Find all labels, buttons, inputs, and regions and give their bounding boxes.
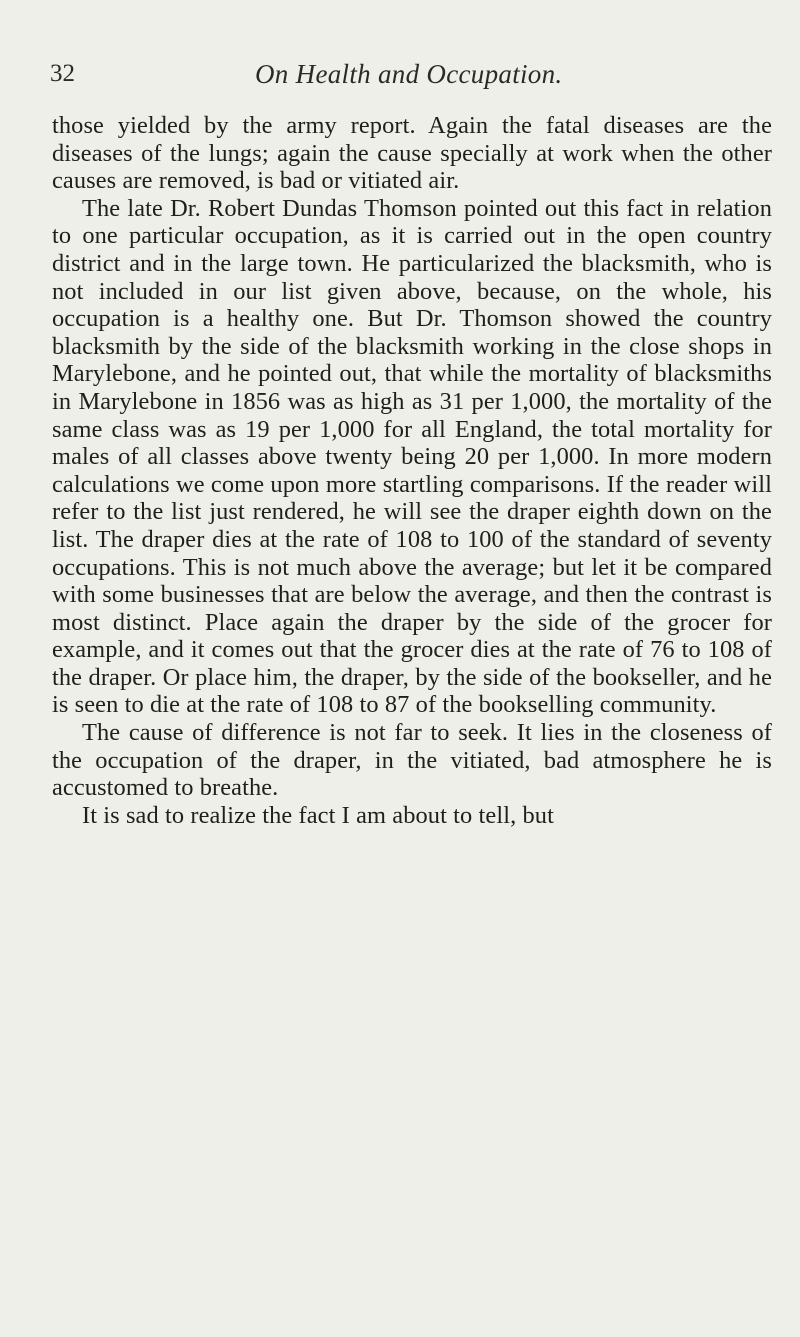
paragraph: those yielded by the army report. Again the fatal diseases are the diseases of the lungs; again the cause specially at work when the other causes are removed, is bad or vitiated air. bbox=[52, 112, 772, 195]
running-title: On Health and Occupation. bbox=[255, 59, 563, 89]
running-head bbox=[50, 58, 770, 98]
body-text bbox=[52, 112, 772, 829]
paragraph: It is sad to realize the fact I am about to tell, but bbox=[82, 801, 554, 829]
paragraph: The late Dr. Robert Dundas Thomson pointed out this fact in relation to one particular occupation, as it is carried out in the open country district and in the large town. He particularized the blacksmith, who is not included in our list given above, because, on the whole, his occupation is a healthy one. But Dr. Thomson showed the country blacksmith by the side of the blacksmith working in the close shops in Marylebone, and he pointed out, that while the mortality of blacksmiths in Marylebone in 1856 was as high as 31 per 1,000, the mortality of the same class was as 19 per 1,000 for all England, the total mortality for males of all classes above twenty being 20 per 1,000. In more modern calculations we come upon more startling comparisons. If the reader will refer to the list just rendered, he will see the draper eighth down on the list. The draper dies at the rate of 108 to 100 of the standard of seventy occupations. This is not much above the average; but let it be compared with some businesses that are below the average, and then the contrast is most distinct. Place again the draper by the side of the grocer for example, and it comes out that the grocer dies at the rate of 76 to 108 of the draper. Or place him, the draper, by the side of the bookseller, and he is seen to die at the rate of 108 to 87 of the bookselling community. bbox=[52, 194, 772, 719]
paragraph: The cause of difference is not far to seek. It lies in the closeness of the occupation of the draper, in the vitiated, bad atmosphere he is accustomed to breathe. bbox=[52, 719, 772, 802]
page-number: 32 bbox=[50, 60, 75, 87]
